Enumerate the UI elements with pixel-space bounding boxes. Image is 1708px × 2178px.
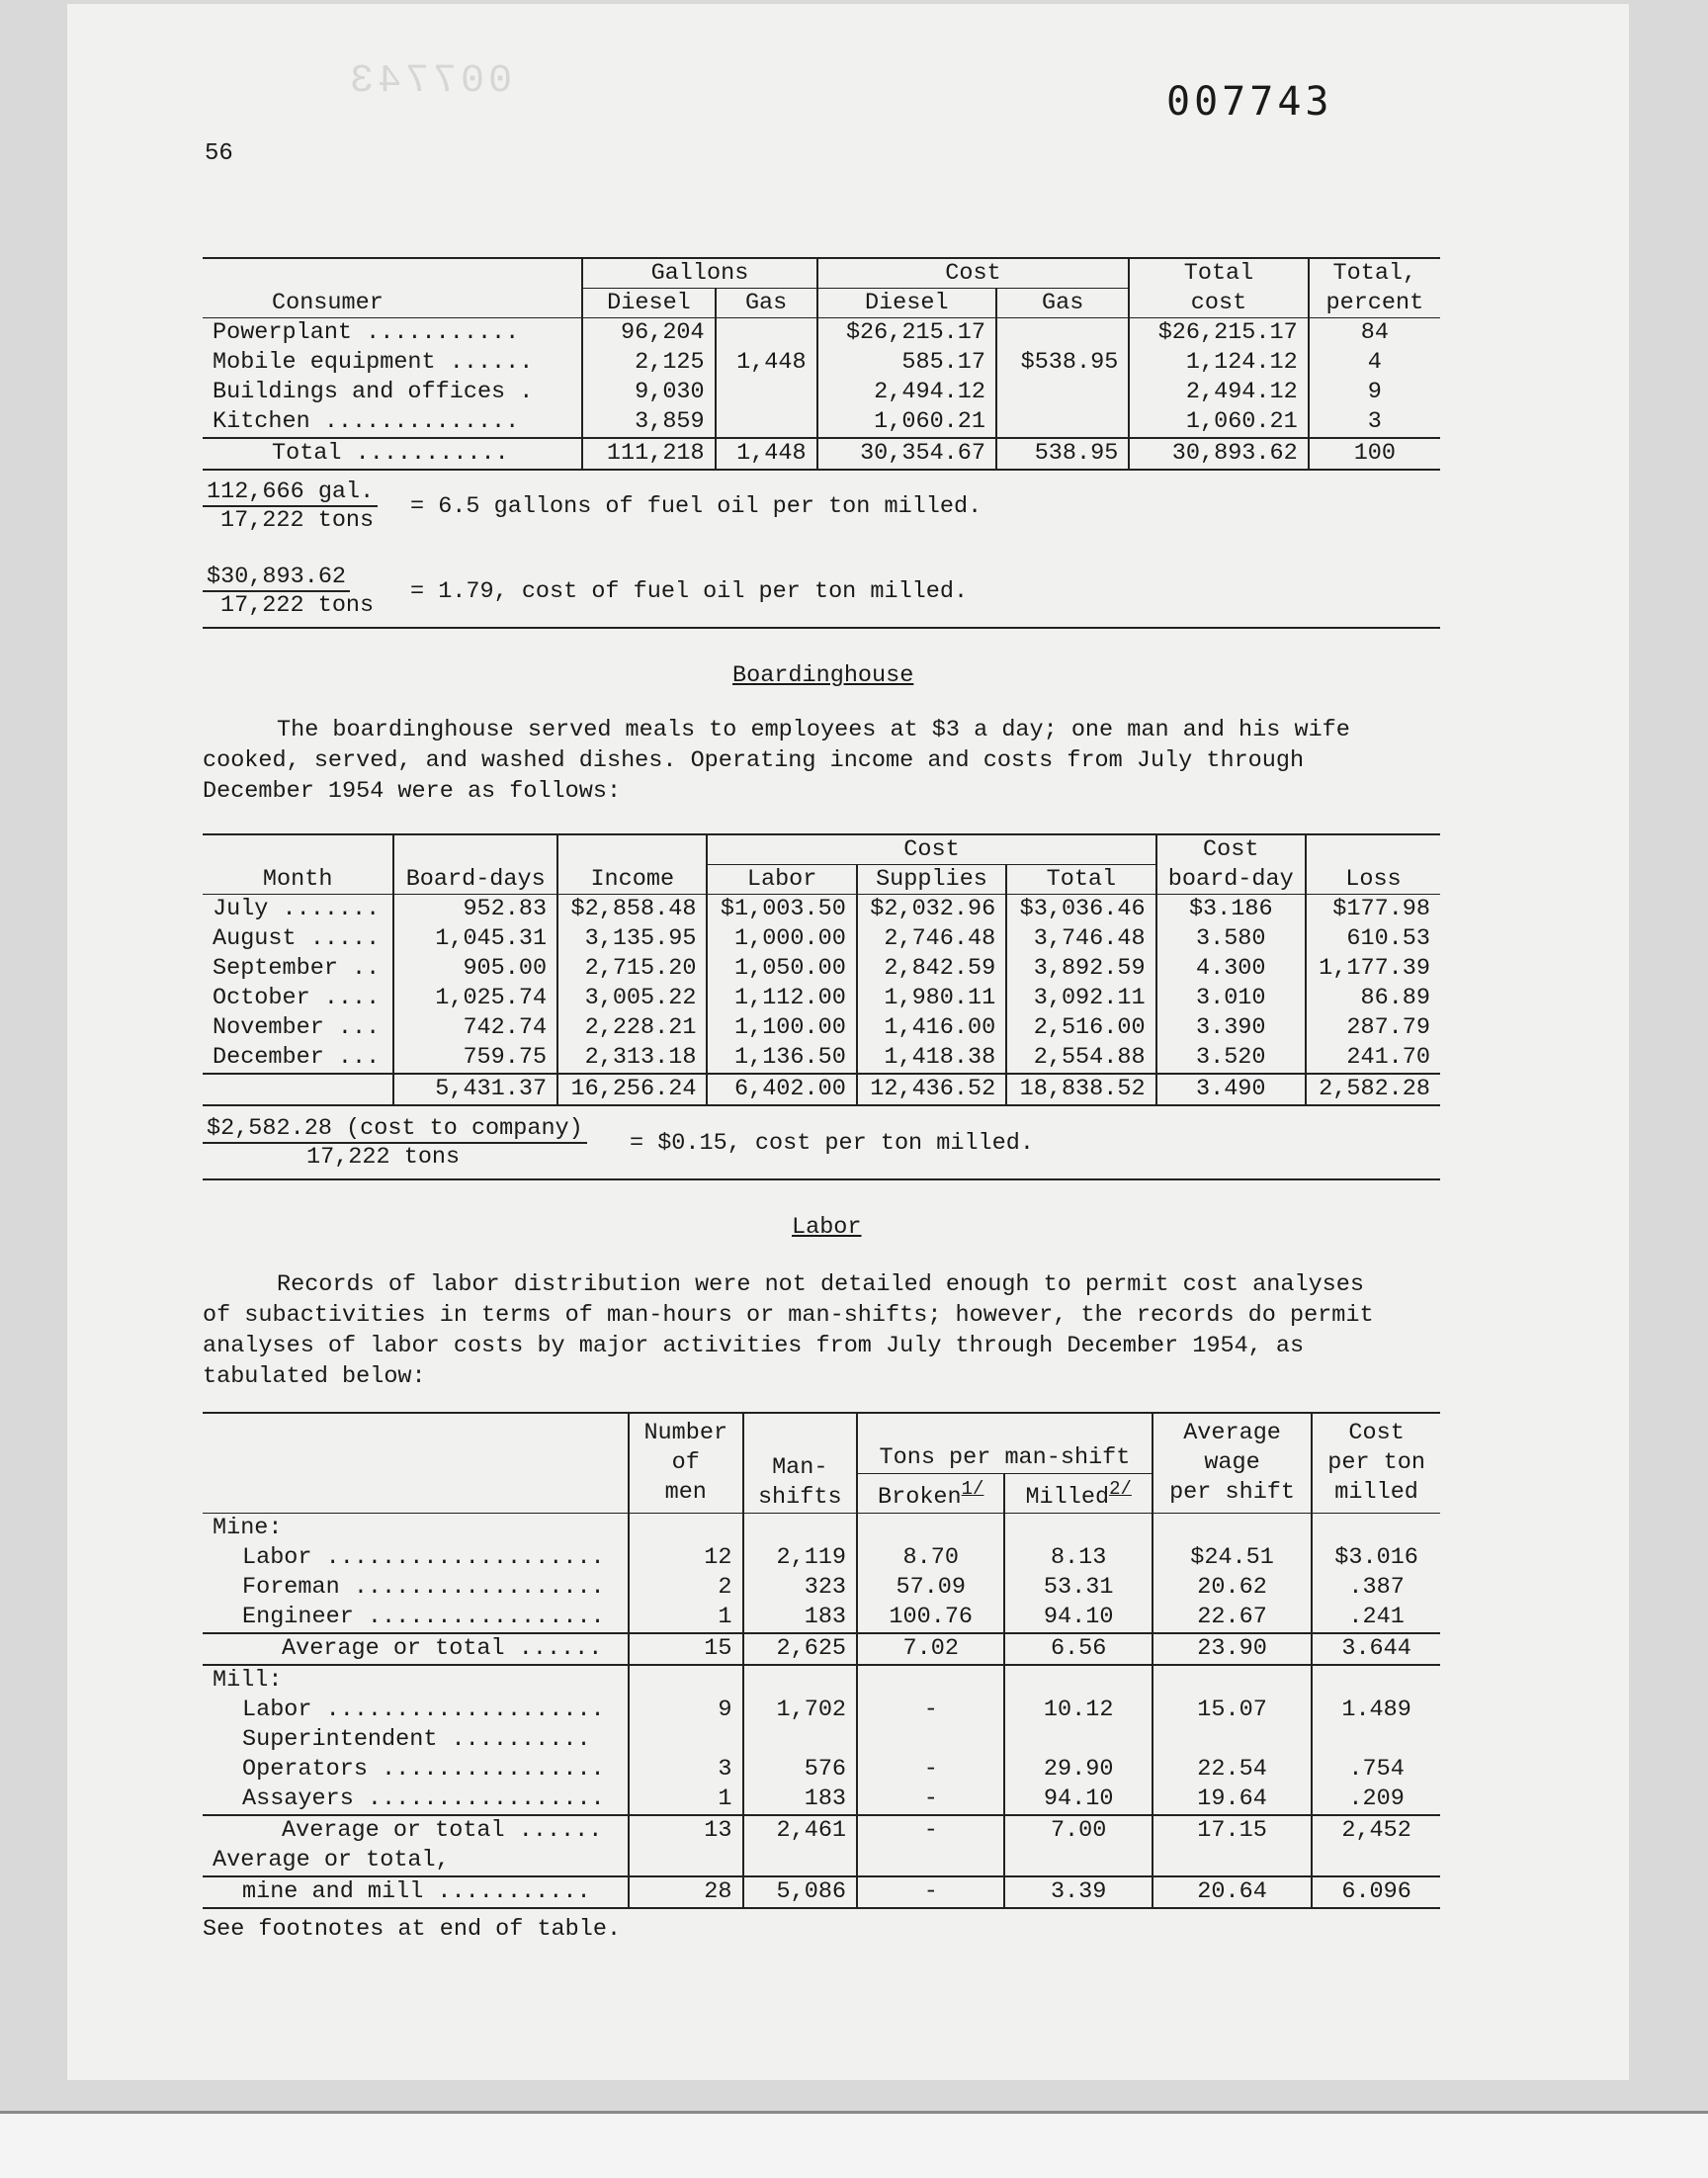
- labor-cell-wage: $24.51: [1153, 1543, 1312, 1573]
- board-total-board-days: 5,431.37: [393, 1074, 557, 1105]
- labor-cell-cost-per-ton: 2,452: [1312, 1815, 1440, 1846]
- labor-cell-broken: -: [857, 1696, 1004, 1725]
- board-cell-total: 3,092.11: [1006, 984, 1155, 1013]
- board-cell-income: 2,313.18: [557, 1043, 707, 1074]
- board-cell-board-days: 742.74: [393, 1013, 557, 1043]
- col-cost-gas: Gas: [996, 289, 1129, 318]
- labor-cell-broken: [857, 1513, 1004, 1543]
- fuel-gallons-result: = 6.5 gallons of fuel oil per ton milled.: [410, 493, 982, 520]
- col-board-day: board-day: [1156, 865, 1306, 895]
- board-cell-cost-per-board-day: $3.186: [1156, 895, 1306, 925]
- col-consumer: Consumer: [272, 290, 384, 316]
- fuel-cell-total-cost: 1,124.12: [1129, 348, 1308, 378]
- labor-cell-man-shifts: 576: [743, 1755, 858, 1785]
- labor-cell-milled: 7.00: [1004, 1815, 1152, 1846]
- boardinghouse-cost-fraction: [203, 1115, 587, 1171]
- labor-row: [203, 1696, 1440, 1725]
- board-cell-labor: 1,100.00: [707, 1013, 856, 1043]
- fraction-denominator: 17,222 tons: [220, 592, 375, 619]
- board-cell-income: $2,858.48: [557, 895, 707, 925]
- fuel-cell-cost-gas: [996, 378, 1129, 407]
- fuel-cell-gallons-gas: 1,448: [716, 348, 817, 378]
- board-cell-month: July .......: [213, 896, 381, 922]
- labor-row: [203, 1755, 1440, 1785]
- fuel-cell-cost-diesel: $26,215.17: [817, 318, 996, 349]
- mill-group-label: [203, 1665, 1440, 1696]
- board-cell-income: 2,715.20: [557, 954, 707, 984]
- board-cell-labor: 1,112.00: [707, 984, 856, 1013]
- labor-cell-man-shifts: 2,625: [743, 1633, 858, 1665]
- labor-cell-activity: mine and mill ...........: [242, 1877, 591, 1905]
- col-milled: Milled$^{2/}$: [1004, 1474, 1152, 1514]
- labor-cell-wage: 19.64: [1153, 1785, 1312, 1815]
- labor-cell-man-shifts: 2,119: [743, 1543, 858, 1573]
- board-cell-supplies: $2,032.96: [857, 895, 1006, 925]
- board-cell-loss: 241.70: [1306, 1043, 1440, 1074]
- col-cost-diesel: Diesel: [817, 289, 996, 318]
- col-tons-gap: [857, 1413, 1153, 1443]
- labor-cell-cost-per-ton: .387: [1312, 1573, 1440, 1603]
- mine-total-row: [203, 1633, 1440, 1665]
- board-cell-loss: 86.89: [1306, 984, 1440, 1013]
- labor-cell-man-shifts: 2,461: [743, 1815, 858, 1846]
- board-cell-cost-per-board-day: 4.300: [1156, 954, 1306, 984]
- labor-cell-milled: [1004, 1725, 1152, 1755]
- col-average-wage: Average wage per shift: [1153, 1413, 1312, 1513]
- board-cell-total: 2,554.88: [1006, 1043, 1155, 1074]
- labor-cell-milled: [1004, 1513, 1152, 1543]
- labor-table: [203, 1412, 1440, 1909]
- fuel-row: [203, 407, 1440, 438]
- grand-total-row: [203, 1876, 1440, 1908]
- labor-cell-broken: -: [857, 1785, 1004, 1815]
- labor-cell-wage: [1153, 1665, 1312, 1696]
- labor-cell-activity: Labor ....................: [242, 1543, 605, 1571]
- labor-cell-wage: 20.64: [1153, 1876, 1312, 1908]
- labor-cell-activity: Engineer .................: [242, 1603, 605, 1630]
- labor-cell-wage: 17.15: [1153, 1815, 1312, 1846]
- board-cell-income: 3,135.95: [557, 924, 707, 954]
- col-month: Month: [262, 866, 333, 893]
- labor-row: [203, 1603, 1440, 1633]
- labor-cell-broken: [857, 1665, 1004, 1696]
- fuel-total-total-cost: 30,893.62: [1129, 438, 1308, 470]
- section-divider: [203, 627, 1440, 629]
- labor-cell-milled: 10.12: [1004, 1696, 1152, 1725]
- labor-cell-men: 1: [629, 1603, 743, 1633]
- labor-cell-milled: 6.56: [1004, 1633, 1152, 1665]
- fuel-cell-cost-gas: [996, 407, 1129, 438]
- fraction-numerator: $2,582.28 (cost to company): [203, 1115, 587, 1144]
- labor-cell-man-shifts: 323: [743, 1573, 858, 1603]
- fuel-cell-gallons-gas: [716, 378, 817, 407]
- labor-cell-wage: [1153, 1513, 1312, 1543]
- board-cell-loss: $177.98: [1306, 895, 1440, 925]
- fuel-cell-total-cost: 1,060.21: [1129, 407, 1308, 438]
- fuel-row: [203, 348, 1440, 378]
- board-cell-cost-per-board-day: 3.390: [1156, 1013, 1306, 1043]
- fuel-cell-total-percent: 9: [1309, 378, 1440, 407]
- board-total-cost-per-board-day: 3.490: [1156, 1074, 1306, 1105]
- labor-cell-milled: 94.10: [1004, 1603, 1152, 1633]
- labor-cell-milled: 29.90: [1004, 1755, 1152, 1785]
- fuel-cost-result: = 1.79, cost of fuel oil per ton milled.: [410, 578, 969, 605]
- fuel-total-cost-gas: 538.95: [996, 438, 1129, 470]
- fuel-cell-consumer: Kitchen ..............: [213, 408, 520, 435]
- labor-cell-cost-per-ton: [1312, 1513, 1440, 1543]
- mill-total-row: [203, 1815, 1440, 1846]
- labor-cell-wage: [1153, 1725, 1312, 1755]
- fraction-denominator: 17,222 tons: [220, 507, 375, 534]
- fuel-cell-gallons-diesel: 9,030: [582, 378, 715, 407]
- fuel-row: [203, 318, 1440, 349]
- labor-cell-cost-per-ton: 1.489: [1312, 1696, 1440, 1725]
- col-gallons: Gallons: [582, 258, 816, 289]
- board-cell-board-days: 759.75: [393, 1043, 557, 1074]
- labor-cell-broken: [857, 1725, 1004, 1755]
- fuel-cell-gallons-diesel: 2,125: [582, 348, 715, 378]
- footnote-reference: See footnotes at end of table.: [203, 1916, 622, 1943]
- labor-cell-men: 12: [629, 1543, 743, 1573]
- fuel-cell-gallons-diesel: 3,859: [582, 407, 715, 438]
- labor-cell-wage: [1153, 1846, 1312, 1876]
- col-supplies: Supplies: [857, 865, 1006, 895]
- labor-cell-milled: 94.10: [1004, 1785, 1152, 1815]
- labor-paragraph: Records of labor distribution were not detailed enough to permit cost analyses of subactivities in terms of man-hours or man-shifts; however, the records do permit analyses of labor costs by major activities from July through December 1954, as tabulated below:: [203, 1271, 1374, 1390]
- fuel-cell-gallons-gas: [716, 407, 817, 438]
- col-broken: Broken$^{1/}$: [857, 1474, 1004, 1514]
- board-cell-total: $3,036.46: [1006, 895, 1155, 925]
- mill-superintendent-row: [203, 1725, 1440, 1755]
- fraction-numerator: 112,666 gal.: [203, 479, 378, 507]
- fuel-cell-cost-diesel: 585.17: [817, 348, 996, 378]
- col-total: Total: [1006, 865, 1155, 895]
- labor-cell-man-shifts: 183: [743, 1603, 858, 1633]
- col-man-shifts: Man- shifts: [743, 1413, 858, 1513]
- fuel-total-row: [203, 438, 1440, 470]
- board-cell-income: 3,005.22: [557, 984, 707, 1013]
- board-cell-total: 3,892.59: [1006, 954, 1155, 984]
- labor-cell-activity: Average or total,: [213, 1846, 450, 1873]
- document-stamp-number: 007743: [1166, 79, 1333, 125]
- labor-cell-broken: 57.09: [857, 1573, 1004, 1603]
- scanner-bottom-strip: [0, 2111, 1708, 2178]
- board-cell-board-days: 905.00: [393, 954, 557, 984]
- labor-cell-milled: 8.13: [1004, 1543, 1152, 1573]
- labor-cell-cost-per-ton: [1312, 1846, 1440, 1876]
- col-loss: Loss: [1306, 834, 1440, 895]
- fuel-cell-cost-diesel: 2,494.12: [817, 378, 996, 407]
- col-number-of-men: Number of men: [629, 1413, 743, 1513]
- labor-cell-activity: Mine:: [213, 1514, 283, 1541]
- board-total-income: 16,256.24: [557, 1074, 707, 1105]
- fraction-numerator: $30,893.62: [203, 564, 350, 592]
- labor-cell-cost-per-ton: 6.096: [1312, 1876, 1440, 1908]
- boardinghouse-row: [203, 895, 1440, 925]
- labor-cell-broken: 100.76: [857, 1603, 1004, 1633]
- labor-cell-activity: Operators ................: [242, 1755, 605, 1783]
- fuel-total-gallons-diesel: 111,218: [582, 438, 715, 470]
- labor-cell-activity: Mill:: [213, 1666, 283, 1694]
- fuel-cell-gallons-gas: [716, 318, 817, 349]
- col-total-cost: Total: [1129, 258, 1308, 289]
- labor-cell-activity: Superintendent ..........: [242, 1725, 591, 1753]
- board-cell-labor: 1,000.00: [707, 924, 856, 954]
- board-cell-total: 3,746.48: [1006, 924, 1155, 954]
- board-cell-month: November ...: [213, 1014, 381, 1041]
- labor-cell-man-shifts: 183: [743, 1785, 858, 1815]
- col-cost-per-ton: Cost per ton milled: [1312, 1413, 1440, 1513]
- boardinghouse-paragraph: The boardinghouse served meals to employees at $3 a day; one man and his wife cooked, served, and washed dishes. Operating income and costs from July through December 1954 were as follows:: [203, 717, 1350, 805]
- board-total-labor: 6,402.00: [707, 1074, 856, 1105]
- labor-cell-milled: 53.31: [1004, 1573, 1152, 1603]
- labor-cell-cost-per-ton: [1312, 1665, 1440, 1696]
- labor-cell-man-shifts: 5,086: [743, 1876, 858, 1908]
- labor-cell-man-shifts: [743, 1665, 858, 1696]
- board-cell-supplies: 1,416.00: [857, 1013, 1006, 1043]
- board-cell-cost-per-board-day: 3.010: [1156, 984, 1306, 1013]
- labor-cell-men: 28: [629, 1876, 743, 1908]
- labor-cell-wage: 15.07: [1153, 1696, 1312, 1725]
- fuel-cell-cost-gas: $538.95: [996, 348, 1129, 378]
- labor-cell-wage: 23.90: [1153, 1633, 1312, 1665]
- labor-cell-cost-per-ton: .754: [1312, 1755, 1440, 1785]
- col-activity: [203, 1413, 629, 1513]
- labor-cell-men: [629, 1665, 743, 1696]
- board-cell-month: October ....: [213, 985, 381, 1011]
- col-cost: Cost: [707, 834, 1155, 865]
- col-total-percent: Total,: [1309, 258, 1440, 289]
- col-tons-per-man-shift: Tons per man-shift: [857, 1443, 1153, 1474]
- fuel-total-total-percent: 100: [1309, 438, 1440, 470]
- fuel-cell-consumer: Buildings and offices .: [213, 379, 534, 405]
- board-cell-labor: 1,050.00: [707, 954, 856, 984]
- labor-cell-men: 15: [629, 1633, 743, 1665]
- boardinghouse-row: [203, 1013, 1440, 1043]
- board-cell-supplies: 1,418.38: [857, 1043, 1006, 1074]
- labor-cell-broken: 7.02: [857, 1633, 1004, 1665]
- board-cell-month: August .....: [213, 925, 381, 952]
- board-cell-labor: $1,003.50: [707, 895, 856, 925]
- fuel-cell-consumer: Mobile equipment ......: [213, 349, 534, 376]
- board-cell-income: 2,228.21: [557, 1013, 707, 1043]
- fuel-cell-consumer: Powerplant ...........: [213, 319, 520, 346]
- labor-cell-broken: -: [857, 1815, 1004, 1846]
- labor-cell-broken: -: [857, 1876, 1004, 1908]
- board-cell-total: 2,516.00: [1006, 1013, 1155, 1043]
- labor-cell-men: [629, 1846, 743, 1876]
- boardinghouse-row: [203, 984, 1440, 1013]
- labor-cell-wage: 20.62: [1153, 1573, 1312, 1603]
- fuel-total-consumer: Total ...........: [272, 440, 509, 467]
- labor-cell-broken: [857, 1846, 1004, 1876]
- fuel-gallons-fraction: [203, 479, 378, 534]
- fuel-cell-cost-gas: [996, 318, 1129, 349]
- labor-cell-wage: 22.67: [1153, 1603, 1312, 1633]
- col-board-days: Board-days: [393, 834, 557, 895]
- boardinghouse-table: [203, 833, 1440, 1106]
- col-gallons-diesel: Diesel: [582, 289, 715, 318]
- labor-cell-activity: Labor ....................: [242, 1696, 605, 1723]
- labor-cell-milled: [1004, 1846, 1152, 1876]
- board-total-loss: 2,582.28: [1306, 1074, 1440, 1105]
- labor-cell-men: 9: [629, 1696, 743, 1725]
- labor-cell-broken: 8.70: [857, 1543, 1004, 1573]
- board-cell-board-days: 1,025.74: [393, 984, 557, 1013]
- col-total-percent-2: percent: [1309, 289, 1440, 318]
- col-labor: Labor: [707, 865, 856, 895]
- labor-row: [203, 1573, 1440, 1603]
- labor-cell-man-shifts: [743, 1725, 858, 1755]
- labor-cell-activity: Average or total ......: [282, 1634, 603, 1662]
- board-cell-board-days: 1,045.31: [393, 924, 557, 954]
- labor-cell-activity: Assayers .................: [242, 1785, 605, 1812]
- fuel-cell-total-percent: 3: [1309, 407, 1440, 438]
- labor-cell-men: 1: [629, 1785, 743, 1815]
- labor-cell-man-shifts: [743, 1513, 858, 1543]
- board-cell-loss: 610.53: [1306, 924, 1440, 954]
- board-cell-supplies: 1,980.11: [857, 984, 1006, 1013]
- grand-total-label: [203, 1846, 1440, 1876]
- boardinghouse-cost-result: = $0.15, cost per ton milled.: [630, 1130, 1034, 1157]
- fuel-total-cost-diesel: 30,354.67: [817, 438, 996, 470]
- labor-cell-men: [629, 1513, 743, 1543]
- labor-cell-man-shifts: 1,702: [743, 1696, 858, 1725]
- board-total-supplies: 12,436.52: [857, 1074, 1006, 1105]
- mine-group-label: [203, 1513, 1440, 1543]
- page-number: 56: [205, 140, 233, 167]
- labor-cell-man-shifts: [743, 1846, 858, 1876]
- board-cell-loss: 1,177.39: [1306, 954, 1440, 984]
- board-cell-board-days: 952.83: [393, 895, 557, 925]
- boardinghouse-row: [203, 924, 1440, 954]
- boardinghouse-row: [203, 954, 1440, 984]
- boardinghouse-row: [203, 1043, 1440, 1074]
- labor-row: [203, 1543, 1440, 1573]
- labor-cell-activity: Average or total ......: [282, 1816, 603, 1844]
- board-cell-month: September ..: [213, 955, 381, 982]
- labor-cell-men: 3: [629, 1755, 743, 1785]
- fuel-cell-total-percent: 4: [1309, 348, 1440, 378]
- bleed-through-stamp: 007743: [346, 59, 513, 104]
- board-cell-cost-per-board-day: 3.580: [1156, 924, 1306, 954]
- labor-row: [203, 1785, 1440, 1815]
- board-total-month: [203, 1074, 393, 1105]
- labor-cell-broken: -: [857, 1755, 1004, 1785]
- labor-cell-men: [629, 1725, 743, 1755]
- labor-cell-cost-per-ton: .241: [1312, 1603, 1440, 1633]
- labor-heading: Labor: [792, 1214, 862, 1241]
- fuel-total-gallons-gas: 1,448: [716, 438, 817, 470]
- board-total-total: 18,838.52: [1006, 1074, 1155, 1105]
- boardinghouse-heading: Boardinghouse: [732, 662, 914, 689]
- board-cell-supplies: 2,746.48: [857, 924, 1006, 954]
- labor-cell-milled: 3.39: [1004, 1876, 1152, 1908]
- fuel-cell-total-cost: $26,215.17: [1129, 318, 1308, 349]
- fuel-cost-fraction: [203, 564, 374, 619]
- labor-cell-men: 2: [629, 1573, 743, 1603]
- col-cost: Cost: [817, 258, 1130, 289]
- board-cell-loss: 287.79: [1306, 1013, 1440, 1043]
- labor-cell-cost-per-ton: 3.644: [1312, 1633, 1440, 1665]
- section-divider: [203, 1178, 1440, 1180]
- col-total-cost-2: cost: [1129, 289, 1308, 318]
- col-gallons-gas: Gas: [716, 289, 817, 318]
- board-cell-month: December ...: [213, 1044, 381, 1071]
- labor-cell-milled: [1004, 1665, 1152, 1696]
- boardinghouse-total-row: [203, 1074, 1440, 1105]
- fraction-denominator: 17,222 tons: [306, 1144, 461, 1171]
- labor-cell-cost-per-ton: .209: [1312, 1785, 1440, 1815]
- labor-cell-cost-per-ton: $3.016: [1312, 1543, 1440, 1573]
- labor-cell-activity: Foreman ..................: [242, 1573, 605, 1601]
- col-cost-per: Cost: [1156, 834, 1306, 865]
- board-cell-cost-per-board-day: 3.520: [1156, 1043, 1306, 1074]
- fuel-cell-cost-diesel: 1,060.21: [817, 407, 996, 438]
- labor-cell-cost-per-ton: [1312, 1725, 1440, 1755]
- labor-cell-men: 13: [629, 1815, 743, 1846]
- fuel-row: [203, 378, 1440, 407]
- labor-cell-wage: 22.54: [1153, 1755, 1312, 1785]
- fuel-cell-total-percent: 84: [1309, 318, 1440, 349]
- board-cell-supplies: 2,842.59: [857, 954, 1006, 984]
- fuel-consumption-table: [203, 257, 1440, 471]
- fuel-cell-total-cost: 2,494.12: [1129, 378, 1308, 407]
- board-cell-labor: 1,136.50: [707, 1043, 856, 1074]
- col-income: Income: [557, 834, 707, 895]
- fuel-cell-gallons-diesel: 96,204: [582, 318, 715, 349]
